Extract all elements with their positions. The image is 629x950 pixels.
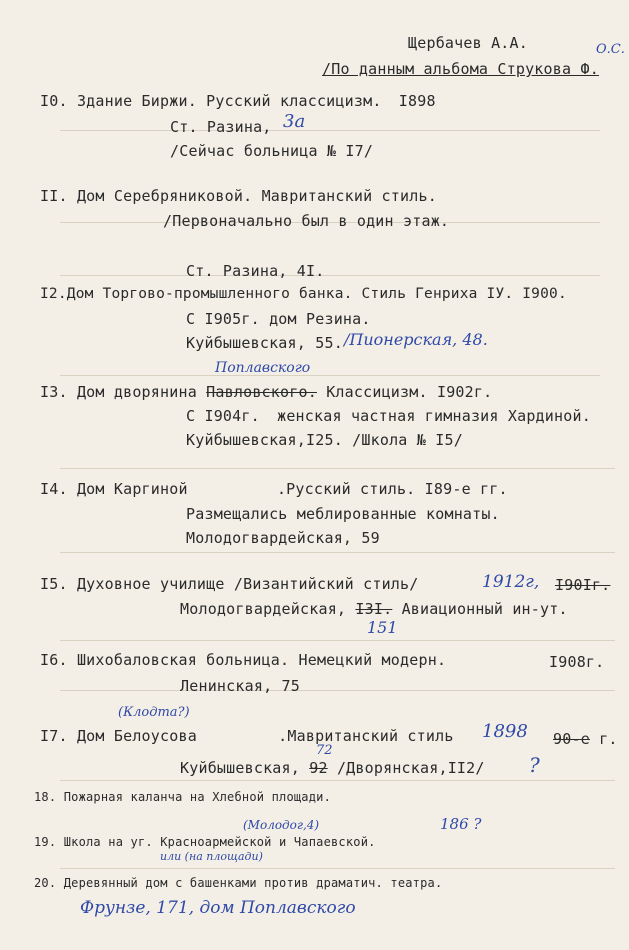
item-10-heading (40, 92, 436, 110)
item-10-note: /Сейчас больница № I7/ (170, 142, 374, 160)
item-17-question-mark: ? (529, 753, 540, 777)
item-19-heading (34, 835, 376, 849)
item-title: Духовное училище (76, 575, 225, 593)
item-title: Шихобаловская больница. (76, 651, 290, 669)
item-13-note (186, 407, 591, 425)
item-11-heading (40, 187, 437, 205)
item-title: Пожарная каланча на Хлебной площади. (63, 790, 332, 804)
item-number: I3. (40, 383, 68, 401)
ruled-line (60, 275, 600, 276)
item-13-heading (40, 383, 492, 401)
item-year-struck: 90-е (553, 730, 590, 748)
item-style: Мавританский стиль. (261, 187, 437, 205)
item-19-handwritten-below: или (на площади) (160, 850, 263, 863)
item-address-suffix: /Дворянская,II2/ (336, 759, 485, 777)
item-19-handwritten-year: 186 ? (440, 815, 482, 833)
item-11-address: Ст. Разина, 4I. (186, 262, 325, 280)
item-title: Деревянный дом с башенками против драматич. театра. (63, 876, 443, 890)
item-number: 19. (34, 835, 57, 849)
item-number: 20. (34, 876, 57, 890)
source-handwritten-note: О.С. (596, 42, 625, 57)
ruled-line (60, 468, 615, 469)
item-number: I6. (40, 651, 68, 669)
item-14-address: Молодогвардейская, 59 (186, 529, 380, 547)
item-title: Здание Биржи. (76, 92, 197, 110)
item-15-heading (40, 575, 419, 593)
item-17-number-handwritten: 72 (316, 743, 333, 758)
item-style: Русский классицизм. (206, 92, 382, 110)
item-17-heading (40, 727, 454, 745)
item-15-number-handwritten: 151 (367, 618, 398, 637)
item-year-suffix: -е гг. (452, 480, 508, 498)
item-style: Стиль Генриха IУ. (361, 286, 514, 302)
item-20-handwritten-address: Фрунзе, 171, дом Поплавского (80, 898, 356, 918)
item-15-year-handwritten: 1912г, (482, 572, 540, 592)
item-owner-struck: Павловского. (206, 383, 317, 401)
item-number: I0. (40, 92, 68, 110)
item-title: Дом Торгово-промышленного банка. (66, 286, 353, 302)
source-reference: /По данным альбома Струкова Ф. (322, 60, 599, 78)
item-number-struck: I3I. (355, 600, 393, 618)
item-style: Классицизм. (326, 383, 428, 401)
item-address: Молодогвардейская, (180, 600, 347, 618)
item-number: 18. (34, 790, 57, 804)
item-number-struck: 92 (309, 759, 328, 777)
item-12-address: Куйбышевская, 55. (186, 334, 343, 352)
author-name: Щербачев А.А. (408, 34, 528, 52)
ruled-line (60, 868, 615, 869)
item-note-date: С I904г. (186, 407, 260, 425)
item-address: Куйбышевская, (180, 759, 300, 777)
item-style: .Русский стиль. (276, 480, 416, 498)
item-11-note: /Первоначально был в один этаж. (163, 212, 450, 230)
item-17-address (180, 759, 485, 777)
ruled-line (60, 130, 600, 131)
item-12-note: С I905г. дом Резина. (186, 310, 371, 328)
item-year-suffix: г. (599, 730, 618, 748)
item-10-address-handwritten: 3а (283, 111, 306, 132)
item-title: Дом дворянина (76, 383, 197, 401)
item-13-owner-handwritten: Поплавского (215, 360, 311, 376)
ruled-line (60, 375, 600, 376)
item-16-heading (40, 651, 446, 669)
item-18-heading (34, 790, 331, 804)
item-number: I4. (40, 480, 68, 498)
item-number: I7. (40, 727, 68, 745)
item-16-year: I908г. (549, 653, 605, 671)
item-style: /Византийский стиль/ (233, 575, 419, 593)
item-title: Школа на уг. Красноармейской и Чапаевской. (63, 835, 376, 849)
item-year: I902г. (436, 383, 493, 401)
item-13-address: Куйбышевская,I25. /Школа № I5/ (186, 431, 463, 449)
item-number: II. (40, 187, 68, 205)
item-19-handwritten-note: (Молодог,4) (243, 818, 320, 832)
item-year: I900. (522, 286, 567, 302)
item-12-heading (40, 286, 567, 302)
item-number: I5. (40, 575, 68, 593)
item-title: Дом Серебряниковой. (76, 187, 253, 205)
item-title: Дом Каргиной (76, 480, 188, 498)
item-16-address: Ленинская, 75 (180, 677, 300, 695)
item-year: I898 (398, 92, 436, 110)
item-15-address (180, 600, 568, 618)
ruled-line (60, 690, 615, 691)
item-title: Дом Белоусова (76, 727, 197, 745)
item-14-note: Размещались меблированные комнаты. (186, 505, 500, 523)
item-17-year (553, 730, 618, 748)
item-14-heading (40, 480, 508, 498)
item-17-title-handwritten: (Клодта?) (118, 705, 190, 720)
item-15-year-struck: I90Iг. (555, 576, 611, 594)
ruled-line (60, 640, 615, 641)
item-note: женская частная гимназия Хардиной. (277, 407, 591, 425)
item-number: I2. (40, 286, 67, 302)
ruled-line (60, 780, 615, 781)
item-10-address: Ст. Разина, (170, 118, 272, 136)
item-year: I89 (424, 480, 453, 498)
item-style: Немецкий модерн. (298, 651, 447, 669)
item-20-heading (34, 876, 442, 890)
item-12-address-handwritten: /Пионерская, 48. (344, 330, 488, 349)
ruled-line (60, 552, 615, 553)
item-note: Авиационный ин-ут. (401, 600, 568, 618)
item-17-year-handwritten: 1898 (482, 721, 528, 742)
item-style: .Мавританский стиль (278, 727, 454, 745)
